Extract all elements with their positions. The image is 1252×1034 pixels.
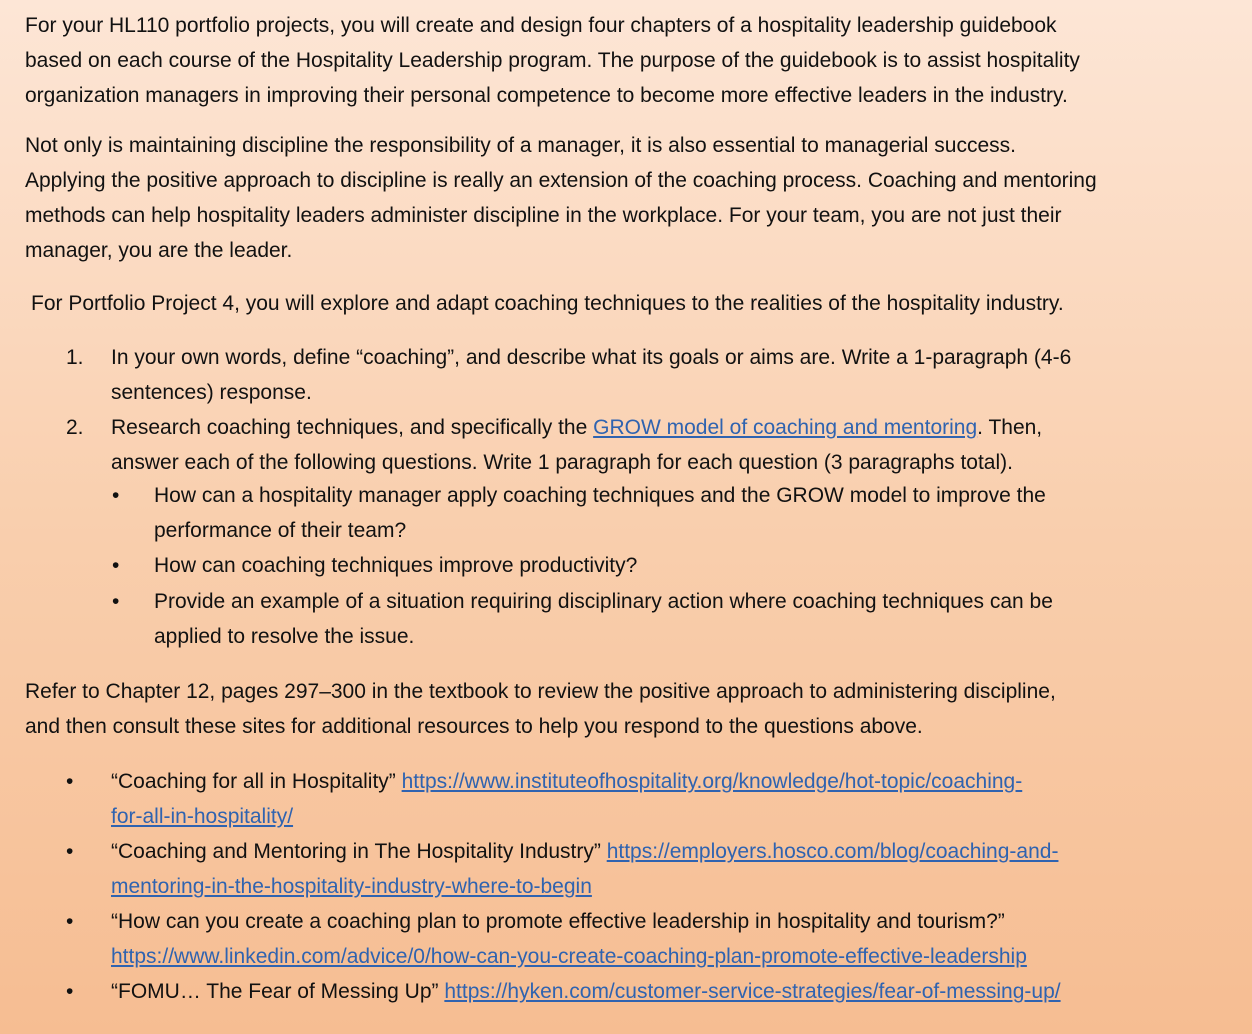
- task-line: answer each of the following questions. Write 1 paragraph for each question (3 paragraphs total).: [111, 451, 1013, 474]
- task-number: 2.: [66, 416, 84, 439]
- resource-link[interactable]: for-all-in-hospitality/: [111, 805, 294, 828]
- question-line: performance of their team?: [154, 519, 407, 542]
- intro-line: based on each course of the Hospitality Leadership program. The purpose of the guidebook is to assist hospitality: [25, 49, 1080, 72]
- task-line: [111, 410, 1231, 445]
- task-text: . Then,: [977, 416, 1043, 439]
- resource-link[interactable]: https://www.instituteofhospitality.org/knowledge/hot-topic/coaching-: [401, 770, 1023, 793]
- intro-line: For your HL110 portfolio projects, you will create and design four chapters of a hospitality leadership guidebook: [25, 14, 1057, 37]
- grow-model-link[interactable]: GROW model of coaching and mentoring: [593, 416, 978, 439]
- question-line: Provide an example of a situation requiring disciplinary action where coaching techniques can be: [154, 590, 1053, 613]
- resource-title: “Coaching for all in Hospitality”: [111, 770, 402, 793]
- resource-title: “FOMU… The Fear of Messing Up”: [111, 980, 445, 1003]
- resource-link[interactable]: https://www.linkedin.com/advice/0/how-can-you-create-coaching-plan-promote-effective-leadership: [111, 945, 1027, 968]
- bullet-icon: •: [66, 910, 74, 933]
- intro-line: organization managers in improving their personal competence to become more effective leaders in the industry.: [25, 84, 1068, 107]
- project-paragraph: [31, 286, 1231, 321]
- question-line: applied to resolve the issue.: [154, 625, 415, 648]
- intro-paragraph: [25, 8, 1229, 113]
- resource-line: [111, 939, 1236, 974]
- discipline-line: Not only is maintaining discipline the responsibility of a manager, it is also essential to managerial success.: [25, 134, 1016, 157]
- resource-line: [111, 904, 1236, 939]
- bullet-icon: •: [66, 770, 74, 793]
- bullet-icon: •: [66, 980, 74, 1003]
- resource-line: [111, 764, 1236, 799]
- resource-link[interactable]: mentoring-in-the-hospitality-industry-where-to-begin: [111, 875, 592, 898]
- discipline-line: methods can help hospitality leaders administer discipline in the workplace. For your team, you are not just their: [25, 204, 1062, 227]
- refer-paragraph: [25, 674, 1235, 744]
- bullet-icon: •: [112, 484, 120, 507]
- task-line: In your own words, define “coaching”, and describe what its goals or aims are. Write a 1-paragraph (4-6: [111, 346, 1072, 369]
- refer-line: Refer to Chapter 12, pages 297–300 in the textbook to review the positive approach to administering discipline,: [25, 680, 1056, 703]
- task-number: 1.: [66, 346, 84, 369]
- refer-line: and then consult these sites for additional resources to help you respond to the questions above.: [25, 715, 923, 738]
- project-line: For Portfolio Project 4, you will explore and adapt coaching techniques to the realities of the hospitality industry.: [31, 292, 1064, 315]
- task-text: Research coaching techniques, and specifically the: [111, 416, 594, 439]
- resource-title: “How can you create a coaching plan to promote effective leadership in hospitality and tourism?”: [111, 910, 1005, 933]
- resource-link[interactable]: https://employers.hosco.com/blog/coaching-and-: [606, 840, 1059, 863]
- bullet-icon: •: [66, 840, 74, 863]
- resource-title: “Coaching and Mentoring in The Hospitality Industry”: [111, 840, 607, 863]
- question-line: How can a hospitality manager apply coaching techniques and the GROW model to improve the: [154, 484, 1046, 507]
- discipline-line: Applying the positive approach to discipline is really an extension of the coaching process. Coaching and mentoring: [25, 169, 1097, 192]
- discipline-paragraph: [25, 128, 1229, 268]
- resource-line: [111, 799, 1236, 834]
- bullet-icon: •: [112, 590, 120, 613]
- resource-line: [111, 974, 1236, 1009]
- resource-line: [111, 834, 1236, 869]
- resource-link[interactable]: https://hyken.com/customer-service-strategies/fear-of-messing-up/: [444, 980, 1061, 1003]
- resource-line: [111, 869, 1236, 904]
- discipline-line: manager, you are the leader.: [25, 239, 293, 262]
- question-line: How can coaching techniques improve productivity?: [154, 554, 638, 577]
- task-line: sentences) response.: [111, 381, 312, 404]
- bullet-icon: •: [112, 554, 120, 577]
